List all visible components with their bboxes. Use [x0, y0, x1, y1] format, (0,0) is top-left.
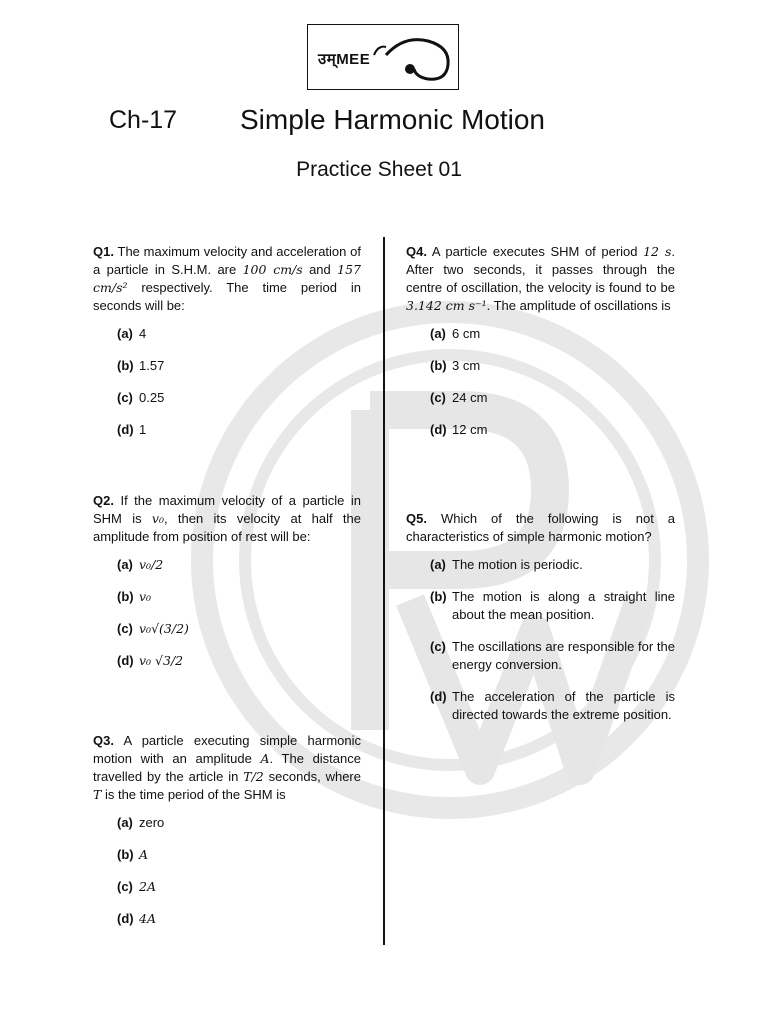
option-c[interactable]: (c) 24 cm [430, 390, 488, 405]
question-1 [93, 243, 361, 453]
option-a[interactable]: (a) 4 [117, 326, 147, 341]
logo-text: उम्MEE [318, 51, 371, 68]
option-d[interactable]: (d) 12 cm [430, 422, 488, 437]
option-list [117, 325, 361, 439]
option-list [430, 325, 675, 439]
option-list [430, 556, 675, 724]
question-5 [406, 510, 675, 738]
option-a[interactable]: (a) v₀/2 [117, 557, 164, 572]
question-text: Q5. Which of the following is not a characteristics of simple harmonic motion? [406, 511, 675, 544]
option-a[interactable]: (a) The motion is periodic. [430, 557, 583, 572]
column-divider [383, 237, 385, 945]
option-a[interactable]: (a) zero [117, 815, 165, 830]
option-c[interactable]: (c) The oscillations are responsible for the energy conversion. [430, 639, 675, 672]
option-d[interactable]: (d) 1 [117, 422, 147, 437]
page-subtitle: Practice Sheet 01 [296, 158, 462, 181]
option-list [117, 814, 361, 928]
question-text: Q2. If the maximum velocity of a particle in SHM is v₀, then its velocity at half the amplitude from position of rest will be: [93, 493, 361, 544]
option-c[interactable]: (c) v₀√(3/2) [117, 621, 189, 636]
option-b[interactable]: (b) 1.57 [117, 358, 165, 373]
option-a[interactable]: (a) 6 cm [430, 326, 481, 341]
option-d[interactable]: (d) v₀ √3/2 [117, 653, 184, 668]
option-list [117, 556, 361, 670]
option-c[interactable]: (c) 0.25 [117, 390, 165, 405]
question-text: Q1. The maximum velocity and acceleration of a particle in S.H.M. are 100 cm/s and 157 cm/s² respectively. The time period in seconds will be: [93, 244, 361, 313]
page-title: Simple Harmonic Motion [240, 104, 545, 135]
option-b[interactable]: (b) v₀ [117, 589, 152, 604]
ummeed-logo [307, 24, 459, 90]
option-b[interactable]: (b) 3 cm [430, 358, 481, 373]
option-d[interactable]: (d) The acceleration of the particle is directed towards the extreme position. [430, 689, 675, 722]
option-b[interactable]: (b) A [117, 847, 149, 862]
question-2 [93, 492, 361, 684]
chapter-number: Ch-17 [109, 106, 178, 134]
option-c[interactable]: (c) 2A [117, 879, 156, 894]
question-text: Q3. A particle executing simple harmonic motion with an amplitude A. The distance travelled by the article in T/2 seconds, where T is the time period of the SHM is [93, 733, 361, 802]
question-4 [406, 243, 675, 453]
option-b[interactable]: (b) The motion is along a straight line about the mean position. [430, 589, 675, 622]
question-3 [93, 732, 361, 942]
question-text: Q4. A particle executes SHM of period 12 s. After two seconds, it passes through the centre of oscillation, the velocity is found to be 3.142 cm s⁻¹. The amplitude of oscillations is [406, 244, 675, 313]
option-d[interactable]: (d) 4A [117, 911, 156, 926]
